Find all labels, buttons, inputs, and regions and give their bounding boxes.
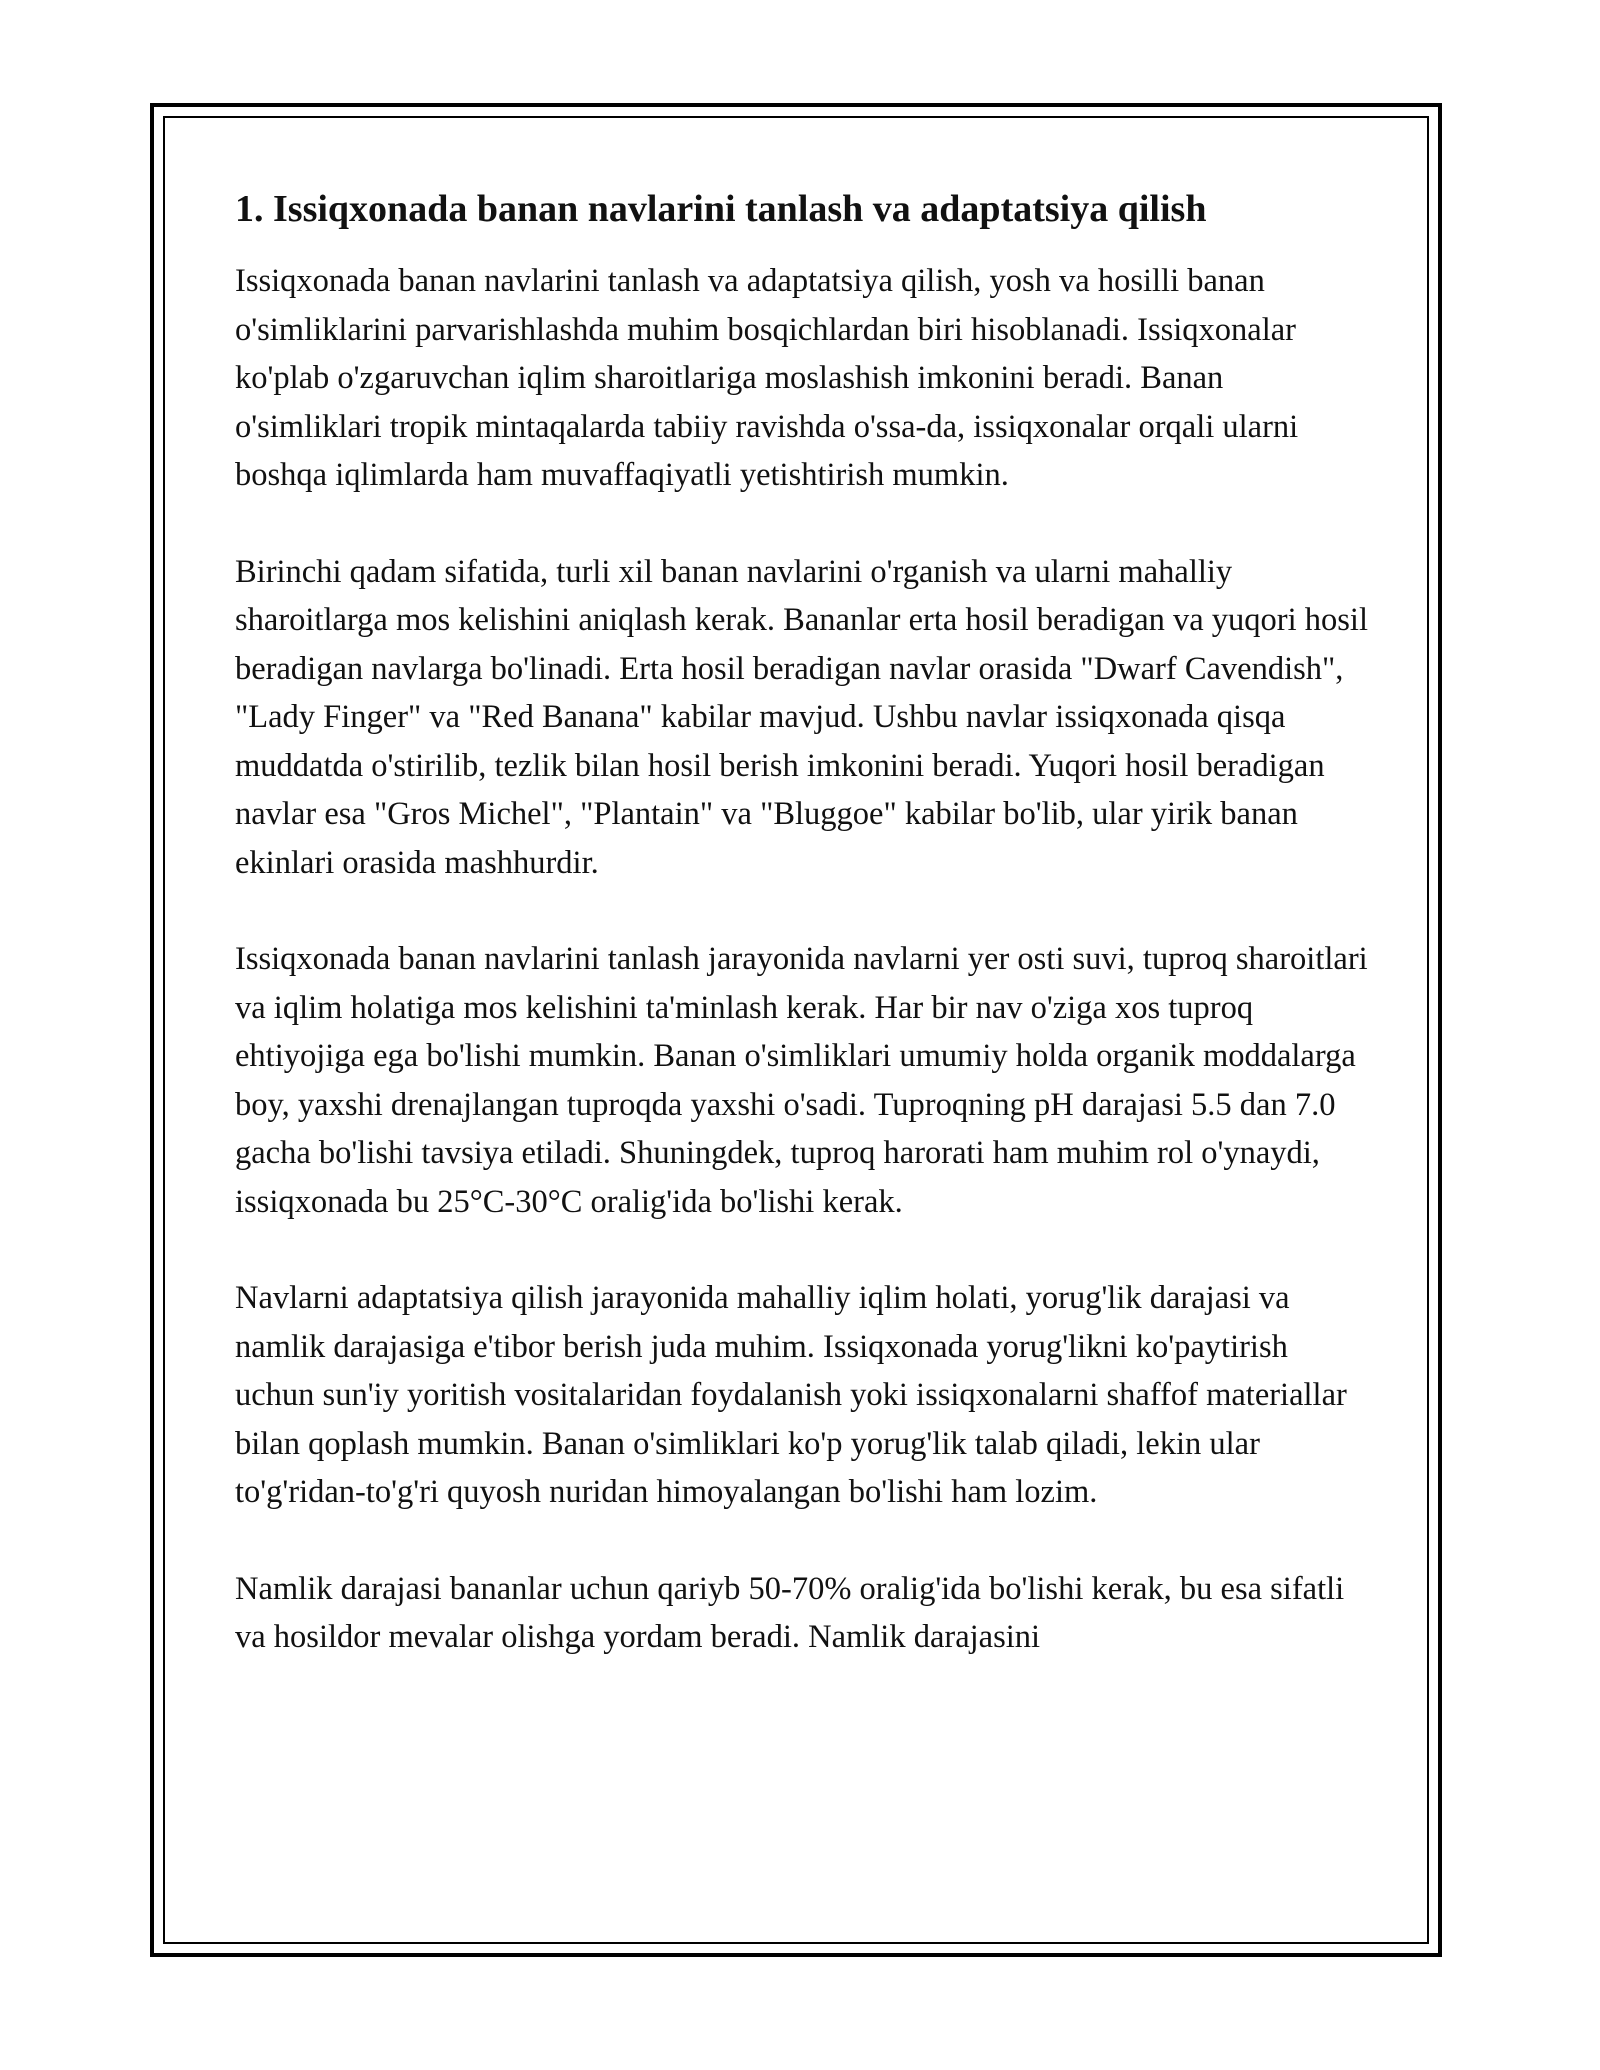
paragraph-3: Issiqxonada banan navlarini tanlash jarayonida navlarni yer osti suvi, tuproq sharoitlari va iqlim holatiga mos kelishini ta'minlash kerak. Har bir nav o'ziga xos tuproq ehtiyojiga ega bo'lishi mumkin. Banan o'simliklari umumiy holda organik moddalarga boy, yaxshi drenajlangan tuproqda yaxshi o'sadi. Tuproqning pH darajasi 5.5 dan 7.0 gacha bo'lishi tavsiya etiladi. Shuningdek, tuproq harorati ham muhim rol o'ynaydi, issiqxonada bu 25°C-30°C oralig'ida bo'lishi kerak.: [235, 941, 1368, 1220]
document-body: [235, 185, 1375, 1710]
paragraph-1: Issiqxonada banan navlarini tanlash va adaptatsiya qilish, yosh va hosilli banan o'simliklarini parvarishlashda muhim bosqichlardan biri hisoblanadi. Issiqxonalar ko'plab o'zgaruvchan iqlim sharoitlariga moslashish imkonini beradi. Banan o'simliklari tropik mintaqalarda tabiiy ravishda o'ssa-da, issiqxonalar orqali ularni boshqa iqlimlarda ham muvaffaqiyatli yetishtirish mumkin.: [235, 263, 1299, 493]
paragraph-2: Birinchi qadam sifatida, turli xil banan navlarini o'rganish va ularni mahalliy sharoitlarga mos kelishini aniqlash kerak. Bananlar erta hosil beradigan va yuqori hosil beradigan navlarga bo'linadi. Erta hosil beradigan navlar orasida "Dwarf Cavendish", "Lady Finger" va "Red Banana" kabilar mavjud. Ushbu navlar issiqxonada qisqa muddatda o'stirilib, tezlik bilan hosil berish imkonini beradi. Yuqori hosil beradigan navlar esa "Gros Michel", "Plantain" va "Bluggoe" kabilar bo'lib, ular yirik banan ekinlari orasida mashhurdir.: [235, 553, 1368, 881]
section-heading: 1. Issiqxonada banan navlarini tanlash va adaptatsiya qilish: [235, 188, 1207, 230]
paragraph-4: Navlarni adaptatsiya qilish jarayonida mahalliy iqlim holati, yorug'lik darajasi va namlik darajasiga e'tibor berish juda muhim. Issiqxonada yorug'likni ko'paytirish uchun sun'iy yoritish vositalaridan foydalanish yoki issiqxonalarni shaffof materiallar bilan qoplash mumkin. Banan o'simliklari ko'p yorug'lik talab qiladi, lekin ular to'g'ridan-to'g'ri quyosh nuridan himoyalangan bo'lishi ham lozim.: [235, 1280, 1347, 1510]
paragraph-5: Namlik darajasi bananlar uchun qariyb 50-70% oralig'ida bo'lishi kerak, bu esa sifatli va hosildor mevalar olishga yordam beradi. Namlik darajasini: [235, 1570, 1345, 1655]
